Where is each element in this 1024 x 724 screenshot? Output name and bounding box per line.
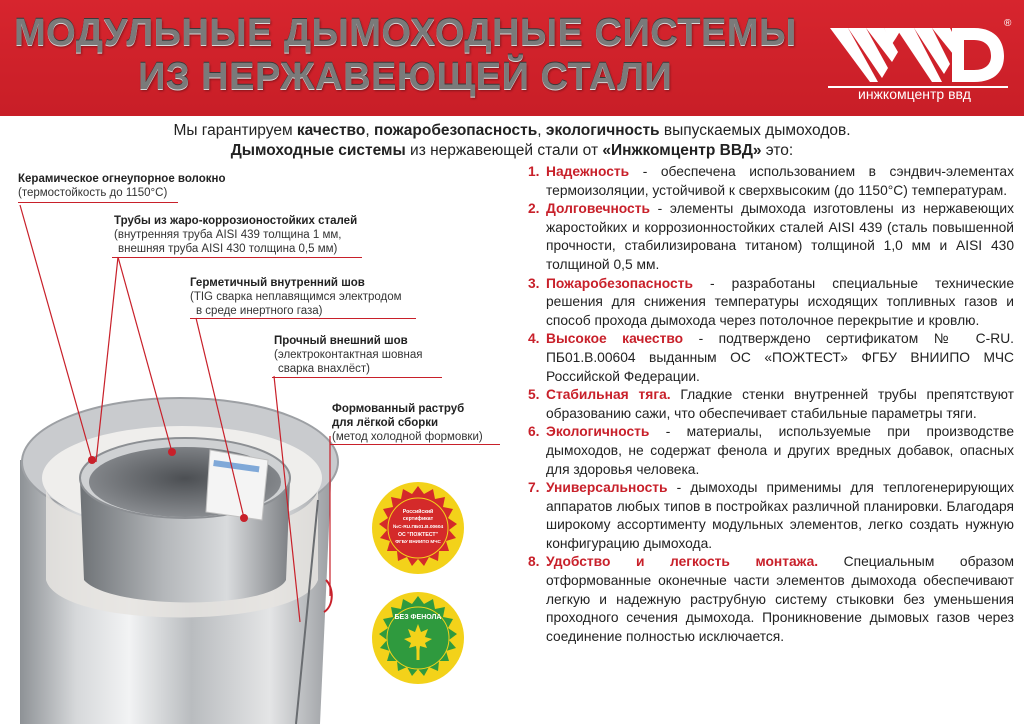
label-formed-socket-title: Формованный раструб — [332, 403, 465, 415]
list-item-number: 8. — [528, 554, 540, 570]
cert-line4: ОС "ПОЖТЕСТ" — [397, 532, 439, 538]
intro-l1-comma2: , — [537, 122, 546, 139]
certificate-stamp — [370, 480, 466, 576]
list-item-text: - дымоходы применимы для теплогенерирующих аппаратов любых типов в постройках различной планировки. Благодаря широкому ассортименту модульных элементов, легко создать нужную конфигурацию дымохода. — [546, 480, 1014, 551]
cert-line2: сертификат — [402, 516, 434, 522]
page-title-line1: МОДУЛЬНЫЕ ДЫМОХОДНЫЕ СИСТЕМЫ — [14, 12, 797, 54]
list-item-heading: Универсальность — [546, 480, 668, 496]
list-item-heading: Надежность — [546, 164, 630, 179]
label-ceramic-fiber-title: Керамическое огнеупорное волокно — [18, 173, 226, 185]
label-outer-seam-sub1: (электроконтактная шовная — [274, 349, 423, 361]
underline-4 — [272, 377, 442, 378]
label-ceramic-fiber — [18, 172, 225, 200]
cert-line5: ФГБУ ВНИИПО МЧС — [395, 539, 441, 544]
list-item-text: - материалы, используемые при производстве дымоходов, не содержат фенола и других вредных добавок, опасных для здоровья человека. — [546, 424, 1014, 477]
list-item — [528, 479, 1014, 553]
list-item-text: - разработаны специальные технические решения для снижения температуры исходящих топливных газов и способ прохода дымохода через потолочное перекрытие и кровлю. — [546, 275, 1014, 328]
list-item-heading: Долговечность — [546, 201, 650, 217]
header-banner — [0, 0, 1024, 116]
underline-5 — [330, 444, 500, 445]
underline-3 — [190, 318, 416, 319]
list-item-number: 3. — [528, 275, 540, 291]
intro-l1-comma1: , — [365, 122, 374, 139]
benefits-list — [528, 163, 1014, 646]
list-item-heading: Стабильная тяга. — [546, 387, 671, 403]
registered-mark: ® — [1004, 18, 1012, 29]
label-outer-seam-sub2: сварка внахлёст) — [278, 363, 370, 375]
list-item-heading: Экологичность — [546, 424, 650, 440]
list-item — [528, 330, 1014, 386]
label-formed-socket-sub1: для лёгкой сборки — [332, 417, 439, 429]
list-item-number: 2. — [528, 201, 540, 217]
cert-line1: Российский — [402, 509, 434, 515]
intro-l2-company: «Инжкомцентр ВВД» — [602, 142, 762, 159]
list-item-number: 4. — [528, 331, 540, 347]
label-outer-seam — [274, 334, 423, 376]
label-inner-seam-title: Герметичный внутренний шов — [190, 277, 365, 289]
no-phenol-text: БЕЗ ФЕНОЛА — [394, 614, 442, 621]
list-item-heading: Удобство и легкость монтажа. — [546, 554, 819, 570]
intro-line1 — [0, 121, 1024, 141]
list-item-text: Гладкие стенки внутренней трубы препятствуют образованию сажи, что обеспечивает стабильные параметры тяги. — [546, 387, 1014, 421]
label-steel-pipes-sub2: внешняя труба AISI 430 толщина 0,5 мм) — [118, 243, 338, 255]
list-item-heading: Высокое качество — [546, 331, 684, 347]
no-phenol-stamp — [370, 590, 466, 686]
list-item-number: 6. — [528, 424, 540, 440]
intro-l1-pre: Мы гарантируем — [173, 122, 297, 139]
list-item — [528, 200, 1014, 274]
logo-subtitle: инжкомцентр ввд — [858, 86, 971, 102]
list-item-heading: Пожаробезопасность — [546, 275, 693, 291]
label-formed-socket-sub2: (метод холодной формовки) — [332, 431, 483, 443]
list-item — [528, 553, 1014, 646]
intro-l1-ecology: экологичность — [545, 122, 660, 139]
intro-l1-fire-safety: пожаробезопасность — [373, 122, 538, 139]
list-item-text: - подтверждено сертификатом № С-RU. ПБ01.В.00604 выданным ОС «ПОЖТЕСТ» ФГБУ ВНИИПО МЧС Российской Федерации. — [546, 331, 1014, 384]
label-steel-pipes — [114, 214, 357, 256]
list-item — [528, 163, 1014, 200]
list-item-text: Специальным образом отформованные оконечные части элементов дымохода обеспечивают легкую и надежную раструбную систему стыковки без уменьшения проходного сечения дымохода. Проникновение дымовых газов через соединение полностью исключается. — [546, 554, 1014, 644]
intro-l2-post: это: — [761, 142, 794, 159]
label-outer-seam-title: Прочный внешний шов — [274, 335, 408, 347]
label-inner-seam-sub1: (TIG сварка неплавящимся электродом — [190, 291, 402, 303]
label-formed-socket — [332, 402, 483, 444]
list-item-text: - обеспечена использованием в сэндвич-элементах термоизоляции, устойчивой к сверхвысоким (до 1150°С) температурам. — [546, 164, 1014, 198]
label-ceramic-fiber-sub: (термостойкость до 1150°С) — [18, 187, 168, 199]
label-steel-pipes-title: Трубы из жаро-коррозионостойких сталей — [114, 215, 358, 227]
intro-text — [0, 121, 1024, 161]
label-inner-seam-sub2: в среде инертного газа) — [196, 305, 323, 317]
list-item-number: 1. — [528, 164, 540, 179]
list-item — [528, 423, 1014, 479]
label-steel-pipes-sub1: (внутренняя труба AISI 439 толщина 1 мм, — [114, 229, 342, 241]
intro-l1-post: выпускаемых дымоходов. — [659, 122, 851, 139]
list-item-number: 5. — [528, 387, 540, 403]
intro-l2-mid: из нержавеющей стали от — [405, 142, 603, 159]
underline-1 — [18, 202, 178, 203]
intro-line2 — [0, 141, 1024, 161]
intro-l1-quality: качество — [296, 122, 366, 139]
page-title-line2: ИЗ НЕРЖАВЕЮЩЕЙ СТАЛИ — [138, 56, 673, 98]
list-item — [528, 275, 1014, 331]
underline-2 — [112, 257, 362, 258]
list-item-text: - элементы дымохода изготовлены из нержавеющих жаростойких и коррозионностойких сталей AISI 439 (сталь повышенной прочности, стабилизирована титаном) толщиной 1,0 мм и AISI 430 толщиной 0,5 мм. — [546, 201, 1014, 272]
cert-line3: №С-RU.ПБ01.В.00604 — [392, 525, 444, 530]
intro-l2-systems: Дымоходные системы — [230, 142, 406, 159]
label-inner-seam — [190, 276, 402, 318]
list-item-number: 7. — [528, 480, 540, 496]
list-item — [528, 386, 1014, 423]
